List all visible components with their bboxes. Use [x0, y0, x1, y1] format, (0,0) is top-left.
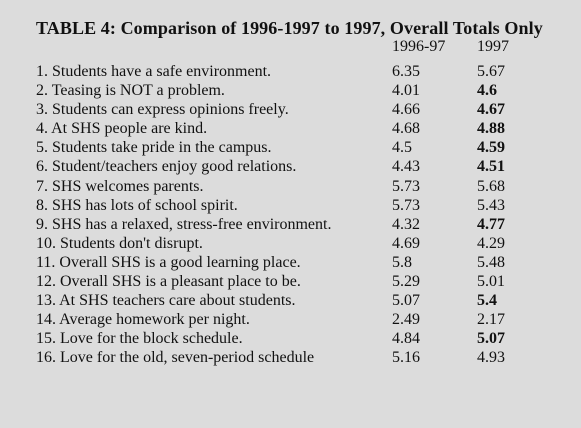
- row-label: 14. Average homework per night.: [36, 311, 250, 329]
- value-1997: 4.67: [477, 101, 505, 119]
- value-1996-97: 4.84: [392, 330, 420, 348]
- value-1996-97: 5.73: [392, 196, 420, 214]
- table-row: [36, 196, 556, 215]
- value-1996-97: 4.01: [392, 82, 420, 100]
- value-1997: 5.4: [477, 292, 497, 310]
- value-1996-97: 6.35: [392, 63, 420, 80]
- row-label: 5. Students take pride in the campus.: [36, 139, 272, 157]
- table-row: [36, 62, 556, 81]
- row-label: 9. SHS has a relaxed, stress-free environment.: [36, 215, 332, 233]
- row-label: 2. Teasing is NOT a problem.: [36, 82, 225, 100]
- value-1997: 5.68: [477, 177, 505, 195]
- row-label: 6. Student/teachers enjoy good relations.: [36, 158, 297, 176]
- value-1996-97: 2.49: [392, 311, 420, 329]
- table-row: [36, 157, 556, 176]
- value-1996-97: 4.66: [392, 101, 420, 119]
- table-row: [36, 138, 556, 157]
- value-1997: 5.07: [477, 330, 505, 348]
- value-1997: 4.77: [477, 215, 505, 233]
- row-label: 10. Students don't disrupt.: [36, 234, 203, 252]
- row-label: 7. SHS welcomes parents.: [36, 177, 204, 195]
- table-row: [36, 253, 556, 272]
- table-row: [36, 234, 556, 253]
- row-label: 13. At SHS teachers care about students.: [36, 292, 296, 310]
- table-row: [36, 119, 556, 138]
- column-header-1997: 1997: [477, 38, 509, 55]
- table-row: [36, 215, 556, 234]
- row-label: 16. Love for the old, seven-period schedule: [36, 349, 315, 367]
- value-1997: 4.51: [477, 158, 505, 176]
- value-1997: 2.17: [477, 311, 505, 329]
- value-1996-97: 4.5: [392, 139, 412, 157]
- table-row: [36, 291, 556, 310]
- table-row: [36, 310, 556, 329]
- column-header-1996-97: 1996-97: [392, 38, 446, 55]
- value-1996-97: 5.16: [392, 349, 420, 367]
- value-1996-97: 4.32: [392, 215, 420, 233]
- table-row: [36, 81, 556, 100]
- value-1997: 5.01: [477, 273, 505, 291]
- row-label: 8. SHS has lots of school spirit.: [36, 196, 238, 214]
- table-row: [36, 177, 556, 196]
- row-label: 15. Love for the block schedule.: [36, 330, 243, 348]
- value-1997: 5.67: [477, 63, 505, 80]
- value-1997: 4.29: [477, 234, 505, 252]
- value-1996-97: 5.07: [392, 292, 420, 310]
- table-title: TABLE 4: Comparison of 1996-1997 to 1997, Overall Totals Only: [36, 18, 543, 38]
- row-label: 1. Students have a safe environment.: [36, 63, 272, 80]
- value-1997: 4.6: [477, 82, 497, 100]
- value-1996-97: 4.69: [392, 234, 420, 252]
- row-label: 12. Overall SHS is a pleasant place to be.: [36, 273, 301, 291]
- row-label: 11. Overall SHS is a good learning place.: [36, 253, 301, 271]
- table-row: [36, 272, 556, 291]
- value-1996-97: 4.68: [392, 120, 420, 138]
- table-row: [36, 329, 556, 348]
- table-row: [36, 100, 556, 119]
- value-1996-97: 5.29: [392, 273, 420, 291]
- table-row: [36, 348, 556, 367]
- value-1997: 4.93: [477, 349, 505, 367]
- value-1997: 5.43: [477, 196, 505, 214]
- value-1997: 5.48: [477, 253, 505, 271]
- value-1996-97: 5.73: [392, 177, 420, 195]
- value-1997: 4.59: [477, 139, 505, 157]
- value-1996-97: 5.8: [392, 253, 412, 271]
- table-body: [36, 62, 556, 368]
- row-label: 3. Students can express opinions freely.: [36, 101, 289, 119]
- value-1996-97: 4.43: [392, 158, 420, 176]
- value-1997: 4.88: [477, 120, 505, 138]
- row-label: 4. At SHS people are kind.: [36, 120, 208, 138]
